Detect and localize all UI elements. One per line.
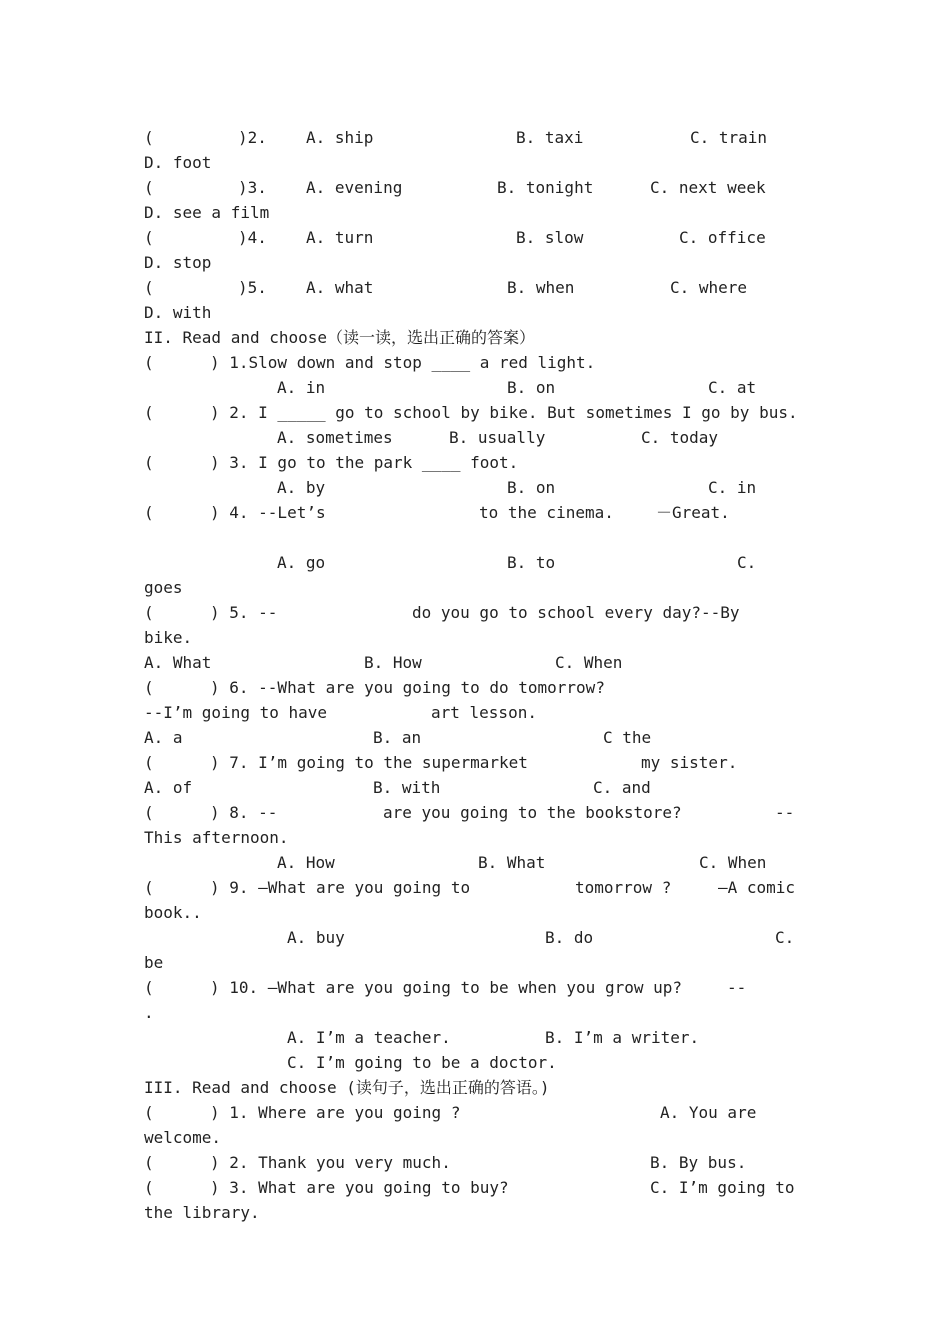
option-d: D. with (144, 303, 212, 322)
option-b: B. an (373, 728, 422, 747)
answer-paren: ( (144, 228, 154, 247)
answer-option-continued: welcome. (144, 1128, 222, 1147)
option-a: A. I’m a teacher. (287, 1028, 451, 1047)
option-b: B. tonight (497, 178, 594, 197)
question-stem-part2: do you go to school every day?--By (412, 603, 740, 622)
option-c: C. I’m going to be a doctor. (287, 1053, 557, 1072)
reply-text: －Great. (656, 503, 730, 522)
option-b: B. with (373, 778, 441, 797)
section-2-heading (144, 325, 536, 350)
s2-q5-stem-cont (144, 625, 193, 650)
s2-q4-stem (144, 500, 730, 525)
question-stem: ) 8. -- (210, 803, 278, 822)
option-c: C. office (679, 228, 766, 247)
s2-q3-stem (144, 450, 519, 475)
option-c: C. in (708, 478, 757, 497)
question-stem-part2: to the cinema. (479, 503, 614, 522)
answer-paren: ( (144, 1178, 154, 1197)
s2-q8-stem-cont (144, 825, 289, 850)
option-a: A. How (277, 853, 335, 872)
s2-q2-options (144, 425, 719, 450)
option-c: C. where (670, 278, 748, 297)
option-a: A. buy (287, 928, 345, 947)
option-b: B. on (507, 478, 556, 497)
option-d: D. see a film (144, 203, 270, 222)
s2-q9-options (144, 925, 795, 950)
option-c-continued: be (144, 953, 164, 972)
s2-q9-options-cont (144, 950, 183, 975)
question-stem-part2: are you going to the bookstore? (383, 803, 682, 822)
answer-paren: ( (144, 128, 154, 147)
question-stem: ) 2. Thank you very much. (210, 1153, 451, 1172)
option-c: C. next week (650, 178, 766, 197)
section-heading: III. Read and choose (读句子，选出正确的答语。) (144, 1078, 550, 1097)
option-c-continued: goes (144, 578, 183, 597)
section-heading: II. Read and choose（读一读，选出正确的答案） (144, 328, 536, 347)
option-c: C. today (641, 428, 719, 447)
answer-paren: ( (144, 1103, 154, 1122)
question-stem: ) 1. Where are you going ? (210, 1103, 461, 1122)
s2-q8-stem (144, 800, 795, 825)
s3-q3-line (144, 1175, 795, 1200)
s2-q4-options (144, 550, 757, 575)
s2-q1-stem (144, 350, 596, 375)
question-stem: ) 1.Slow down and stop ____ a red light. (210, 353, 596, 372)
option-c: C the (603, 728, 652, 747)
s1-q4-line2 (144, 250, 212, 275)
question-stem: ) 6. --What are you going to do tomorrow? (210, 678, 605, 697)
answer-paren: ( (144, 403, 154, 422)
option-a: A. sometimes (277, 428, 393, 447)
question-stem-continued: book.. (144, 903, 202, 922)
answer-option: A. You are (660, 1103, 757, 1122)
option-c: C. When (699, 853, 767, 872)
answer-option: C. I’m going to (650, 1178, 795, 1197)
option-d: D. foot (144, 153, 212, 172)
question-number: )3. (238, 178, 267, 197)
s2-q2-stem (144, 400, 798, 425)
option-a: A. in (277, 378, 326, 397)
s1-q2-line2 (144, 150, 212, 175)
option-b: B. slow (516, 228, 584, 247)
option-a: A. a (144, 728, 183, 747)
s2-q6-stem (144, 675, 605, 700)
answer-paren: ( (144, 603, 154, 622)
question-stem: ) 7. I’m going to the supermarket (210, 753, 528, 772)
dialogue-text: --I’m going to have (144, 703, 328, 722)
option-b: B. to (507, 553, 556, 572)
dialogue-text-part2: art lesson. (431, 703, 537, 722)
s2-q5-options (144, 650, 623, 675)
question-stem: ) 9. —What are you going to (210, 878, 471, 897)
reply-text: -- (775, 803, 795, 822)
s1-q3-line (144, 175, 766, 200)
answer-paren: ( (144, 353, 154, 372)
option-b: B. How (364, 653, 422, 672)
answer-paren: ( (144, 178, 154, 197)
question-stem-part2: tomorrow ? (575, 878, 672, 897)
s2-q6-line2 (144, 700, 537, 725)
option-a: A. What (144, 653, 212, 672)
question-stem: ) 3. What are you going to buy? (210, 1178, 509, 1197)
answer-paren: ( (144, 678, 154, 697)
s2-q7-options (144, 775, 651, 800)
answer-paren: ( (144, 278, 154, 297)
s1-q2-line (144, 125, 768, 150)
s2-q9-stem (144, 875, 796, 900)
s3-q1-line (144, 1100, 757, 1125)
s2-q10-stem (144, 975, 747, 1000)
question-stem: ) 5. -- (210, 603, 278, 622)
s2-q5-stem (144, 600, 740, 625)
option-a: A. go (277, 553, 326, 572)
option-c: C. When (555, 653, 623, 672)
s1-q3-line2 (144, 200, 270, 225)
question-stem: ) 4. --Let’s (210, 503, 326, 522)
s1-q5-line (144, 275, 748, 300)
question-stem-continued: bike. (144, 628, 193, 647)
option-b: B. taxi (516, 128, 584, 147)
option-a: A. of (144, 778, 193, 797)
s2-q10-stem-cont (144, 1000, 183, 1025)
question-stem: ) 3. I go to the park ____ foot. (210, 453, 519, 472)
answer-option-continued: the library. (144, 1203, 260, 1222)
s2-q10-options (144, 1025, 700, 1050)
s1-q5-line2 (144, 300, 212, 325)
reply-text: —A comic (718, 878, 796, 897)
s2-q4-options-cont (144, 575, 183, 600)
option-c: C. and (593, 778, 651, 797)
answer-paren: ( (144, 1153, 154, 1172)
option-a: A. ship (306, 128, 374, 147)
option-a: A. evening (306, 178, 403, 197)
s2-q7-stem (144, 750, 738, 775)
question-number: )2. (238, 128, 267, 147)
answer-paren: ( (144, 803, 154, 822)
option-b: B. I’m a writer. (545, 1028, 700, 1047)
option-b: B. do (545, 928, 594, 947)
option-b: B. What (478, 853, 546, 872)
option-c: C. (775, 928, 795, 947)
answer-paren: ( (144, 453, 154, 472)
reply-text: -- (727, 978, 747, 997)
option-a: A. turn (306, 228, 374, 247)
question-stem-continued: . (144, 1003, 154, 1022)
s3-q2-line (144, 1150, 747, 1175)
s2-q1-options (144, 375, 757, 400)
s2-q3-options (144, 475, 757, 500)
question-stem-continued: This afternoon. (144, 828, 289, 847)
option-b: B. when (507, 278, 575, 297)
s2-q9-stem-cont (144, 900, 202, 925)
answer-option: B. By bus. (650, 1153, 747, 1172)
answer-paren: ( (144, 753, 154, 772)
s3-q3-line2 (144, 1200, 260, 1225)
question-number: )4. (238, 228, 267, 247)
answer-paren: ( (144, 503, 154, 522)
s2-q8-options (144, 850, 767, 875)
option-b: B. on (507, 378, 556, 397)
question-stem: ) 10. —What are you going to be when you grow up? (210, 978, 683, 997)
question-stem-part2: my sister. (641, 753, 738, 772)
option-c: C. at (708, 378, 757, 397)
option-c: C. (737, 553, 757, 572)
option-b: B. usually (449, 428, 546, 447)
question-stem: ) 2. I _____ go to school by bike. But sometimes I go by bus. (210, 403, 798, 422)
option-c: C. train (690, 128, 768, 147)
s2-q6-options (144, 725, 652, 750)
s2-q10-options-cont (144, 1050, 557, 1075)
option-a: A. by (277, 478, 326, 497)
s1-q4-line (144, 225, 766, 250)
question-number: )5. (238, 278, 267, 297)
answer-paren: ( (144, 978, 154, 997)
option-a: A. what (306, 278, 374, 297)
section-3-heading (144, 1075, 550, 1100)
answer-paren: ( (144, 878, 154, 897)
s3-q1-line2 (144, 1125, 222, 1150)
option-d: D. stop (144, 253, 212, 272)
